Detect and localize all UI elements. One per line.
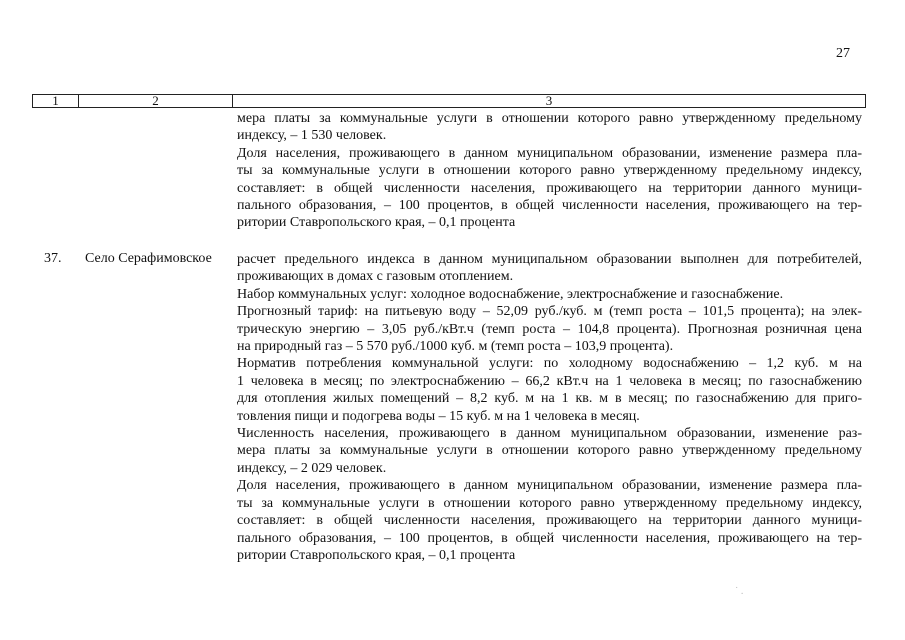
text-line: Набор коммунальных услуг: холодное водоснабжение, электроснабжение и газоснабжение. xyxy=(237,286,784,302)
text-line: расчет предельного индекса в данном муниципальном образовании выполнен для потребителей, xyxy=(237,252,862,267)
text-line: проживающих в домах с газовым отоплением. xyxy=(237,269,514,285)
entry-description xyxy=(237,251,862,564)
text-line: 1 человека в месяц; по электроснабжению – 66,2 кВт.ч на 1 человека в месяц; по газоснабжению xyxy=(237,373,862,389)
text-line: пального образования, – 100 процентов, в общей численности населения, проживающего на тер- xyxy=(237,530,862,546)
text-line: индексу, – 1 530 человек. xyxy=(237,128,387,144)
text-line: Численность населения, проживающего в данном муниципальном образовании, изменение раз- xyxy=(237,426,862,442)
column-header-1: 1 xyxy=(33,95,79,107)
page-number: 27 xyxy=(836,46,850,61)
column-header-row xyxy=(32,94,866,108)
text-line: ритории Ставропольского края, – 0,1 процента xyxy=(237,215,516,231)
text-line: Прогнозный тариф: на питьевую воду – 52,09 руб./куб. м (темп роста – 101,5 процента); на элек- xyxy=(237,304,862,320)
text-line: ты за коммунальные услуги в отношении которого равно утвержденному предельному индексу, xyxy=(237,495,862,511)
municipality-name: Село Серафимовское xyxy=(85,251,212,266)
text-line: мера платы за коммунальные услуги в отношении которого равно утвержденному предельному xyxy=(237,443,862,459)
text-line: для отопления жилых помещений – 8,2 куб. м на 1 кв. м в месяц; по газоснабжению для приго- xyxy=(237,391,862,407)
text-line: составляет: в общей численности населения, проживающего на территории данного муници- xyxy=(237,513,862,529)
text-line: мера платы за коммунальные услуги в отношении которого равно утвержденному предельному xyxy=(237,111,862,126)
continuation-text xyxy=(237,110,862,232)
text-line: Доля населения, проживающего в данном муниципальном образовании, изменение размера пла- xyxy=(237,145,862,161)
row-number: 37. xyxy=(44,251,62,266)
text-line: пального образования, – 100 процентов, в общей численности населения, проживающего на тер- xyxy=(237,198,862,214)
column-header-2: 2 xyxy=(79,95,233,107)
text-line: ты за коммунальные услуги в отношении которого равно утвержденному предельному индексу, xyxy=(237,163,862,179)
text-line: Доля населения, проживающего в данном муниципальном образовании, изменение размера пла- xyxy=(237,478,862,494)
text-line: Норматив потребления коммунальной услуги: по холодному водоснабжению – 1,2 куб. м на xyxy=(237,356,862,372)
text-line: товления пищи и подогрева воды – 15 куб. м на 1 человека в месяц. xyxy=(237,408,640,424)
text-line: трическую энергию – 3,05 руб./кВт.ч (темп роста – 104,8 процента). Прогнозная розничная цена xyxy=(237,321,862,337)
text-line: на природный газ – 5 570 руб./1000 куб. м (темп роста – 103,9 процента). xyxy=(237,339,674,355)
scan-speck: ˙ . xyxy=(735,586,744,597)
column-header-3: 3 xyxy=(545,93,553,108)
text-line: индексу, – 2 029 человек. xyxy=(237,460,387,476)
text-line: составляет: в общей численности населения, проживающего на территории данного муници- xyxy=(237,180,862,196)
text-line: ритории Ставропольского края, – 0,1 процента xyxy=(237,547,516,563)
